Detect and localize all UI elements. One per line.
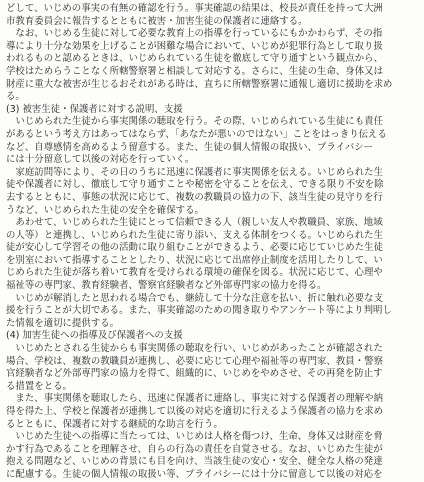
text-line: また、事実関係を聴取したら、迅速に保護者に連絡し、事実に対する保護者の理解や納 bbox=[6, 393, 384, 405]
text-line: 得を得た上、学校と保護者が連携して以後の対応を適切に行えるよう保護者の協力を求め bbox=[6, 406, 384, 418]
text-line: 学校はためらうことなく所轄警察署と相談して対応する。さらに、生徒の生命、身体又は bbox=[6, 65, 384, 77]
text-line: 市教育委員会に報告するとともに被害・加害生徒の保護者に連絡する。 bbox=[6, 15, 308, 27]
text-line: 場合、学校は、複数の教職員が連携し、必要に応じて心理や福祉等の専門家、教員・警察 bbox=[6, 355, 384, 367]
text-line: があるという考え方はあってはならず、「あなたが悪いのではない」ことをはっきり伝える bbox=[6, 128, 387, 140]
text-line: 徒や保護者に対し、徹底して守り通すことや秘密を守ることを伝え、できる限り不安を除 bbox=[6, 179, 384, 191]
text-line: 官経験者など外部専門家の協力を得て、組織的に、いじめをやめさせ、その再発を防止す bbox=[6, 368, 383, 380]
text-line: いじめた生徒への指導に当たっては、いじめは人格を傷つけ、生命、身体又は財産を脅 bbox=[6, 431, 383, 443]
text-line: いじめが解消したと思われる場合でも、継続して十分な注意を払い、折に触れ必要な支 bbox=[6, 292, 384, 304]
section-heading: (4) 加害生徒への指導及び保護者への支援 bbox=[6, 330, 183, 342]
text-line: 福祉等の専門家、教育経験者、警察官経験者など外部専門家の協力を得る。 bbox=[6, 280, 327, 292]
text-line: じめられた生徒が落ち着いて教育を受けられる環境の確保を図る。状況に応じて、心理や bbox=[6, 267, 383, 279]
text-line: われるものと認めるときは、いじめられている生徒を徹底して守り通すという観点から、 bbox=[6, 53, 384, 65]
text-line: どして、いじめの事実の有無の確認を行う。事実確認の結果は、校長が責任を持って大洲 bbox=[6, 3, 383, 14]
text-line: うなど、いじめられた生徒の安全を確保する。 bbox=[6, 204, 204, 216]
text-line: かす行為であることを理解させ、自らの行為の責任を自覚させる。なお、いじめた生徒が bbox=[6, 443, 383, 455]
text-line: 導により十分な効果を上げることが困難な場合において、いじめが犯罪行為として取り扱 bbox=[6, 40, 383, 52]
text-line: を別室において指導することとしたり、状況に応じて出席停止制度を活用したりして、い bbox=[6, 254, 383, 266]
text-line: いじめたとされる生徒からも事実関係の聴取を行い、いじめがあったことが確認された bbox=[6, 343, 383, 355]
text-line: なお、いじめる生徒に対して必要な教育上の指導を行っているにもかかわらず、その指 bbox=[6, 28, 383, 40]
text-line: に配慮する。生徒の個人情報の取扱い等、プライバシーには十分に留意して以後の対応を bbox=[6, 469, 383, 480]
text-line: 財産に重大な被害が生じるおそれがある時は、直ちに所轄警察署に通報し適切に援助を求め bbox=[6, 78, 393, 90]
text-line: 徒が安心して学習その他の活動に取り組むことができるよう、必要に応じていじめた生徒 bbox=[6, 242, 384, 254]
text-line: 家庭訪問等により、その日のうちに迅速に保護者に事実関係を伝える。いじめられた生 bbox=[6, 166, 384, 178]
text-line: など、自尊感情を高めるよう留意する。また、生徒の個人情報の取扱い、プライバシー bbox=[6, 141, 374, 153]
section-heading: (3) 被害生徒・保護者に対する説明、支援 bbox=[6, 103, 183, 115]
text-line: には十分留意して以後の対応を行っていく。 bbox=[6, 154, 195, 166]
text-line: いじめられた生徒から事実関係の聴取を行う。その際、いじめられている生徒にも責任 bbox=[6, 116, 384, 128]
text-line: あわせて、いじめられた生徒にとって信頼できる人（親しい友人や教職員、家族、地域 bbox=[6, 217, 383, 229]
text-line: た情報を適切に提供する。 bbox=[6, 317, 120, 329]
text-line: の人等）と連携し、いじめられた生徒に寄り添い、支える体制をつくる。いじめられた生 bbox=[6, 229, 384, 241]
text-line: る。 bbox=[6, 91, 25, 103]
text-line: るとともに、保護者に対する継続的な助言を行う。 bbox=[6, 418, 223, 430]
text-line: 抱える問題など、いじめの背景にも目を向け、当該生徒の安心・安全、健全な人格の発達 bbox=[6, 456, 383, 468]
text-line: る措置をとる。 bbox=[6, 380, 72, 392]
text-line: 去するとともに、事態の状況に応じて、複数の教職員の協力の下、該当生徒の見守りを行 bbox=[6, 191, 383, 203]
text-line: 援を行うことが大切である。また、事実確認のための聞き取りやアンケート等により判明し bbox=[6, 305, 392, 317]
